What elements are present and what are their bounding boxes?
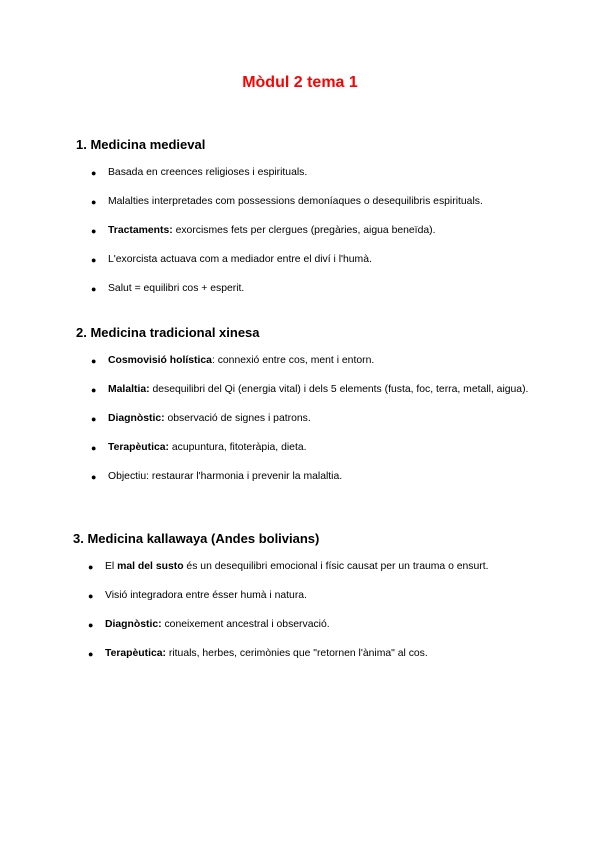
bullet-icon: ●: [91, 414, 97, 424]
list-item: [76, 282, 546, 296]
bullet-icon: ●: [88, 620, 94, 630]
bullet-icon: ●: [91, 356, 97, 366]
list-item: [76, 253, 546, 267]
bullet-icon: ●: [91, 168, 97, 178]
item-text: coneixement ancestral i observació.: [161, 619, 330, 630]
item-bold-label: Terapèutica:: [108, 442, 170, 453]
item-text: L'exorcista actuava com a mediador entre el diví i l'humà.: [108, 254, 372, 265]
bullet-icon: ●: [88, 649, 94, 659]
list-item: [76, 383, 546, 397]
section-medicina-medieval: [76, 137, 546, 311]
list-item: [73, 560, 543, 574]
list-item: [76, 470, 546, 484]
bullet-list: [76, 354, 546, 484]
bullet-icon: ●: [88, 562, 94, 572]
bullet-icon: ●: [88, 591, 94, 601]
item-bold-label: mal del susto: [117, 561, 184, 572]
item-bold-label: Terapèutica:: [105, 648, 167, 659]
section-heading: 3. Medicina kallawaya (Andes bolivians): [73, 531, 320, 546]
item-text-prefix: El: [105, 561, 118, 572]
item-text: acupuntura, fitoteràpia, dieta.: [169, 442, 307, 453]
list-item: [73, 589, 543, 603]
item-text: Malalties interpretades com possessions demoníaques o desequilibris espirituals.: [108, 196, 483, 207]
bullet-list: [73, 560, 543, 661]
item-bold-label: Tractaments:: [108, 225, 173, 236]
item-text: Basada en creences religioses i espirituals.: [108, 167, 308, 178]
list-item: [76, 354, 546, 368]
item-text: exorcismes fets per clergues (pregàries, aigua beneïda).: [172, 225, 436, 236]
list-item: [73, 618, 543, 632]
section-heading: 1. Medicina medieval: [76, 137, 206, 152]
item-bold-label: Diagnòstic:: [105, 619, 162, 630]
item-bold-label: Malaltia:: [108, 384, 150, 395]
item-text: rituals, herbes, cerimònies que "retornen l'ànima" al cos.: [166, 648, 428, 659]
list-item: [76, 224, 546, 238]
item-text: : connexió entre cos, ment i entorn.: [211, 355, 375, 366]
list-item: [76, 412, 546, 426]
section-medicina-xinesa: [76, 325, 546, 499]
item-bold-label: Diagnòstic:: [108, 413, 165, 424]
item-text: Visió integradora entre ésser humà i natura.: [105, 590, 307, 601]
bullet-icon: ●: [91, 385, 97, 395]
item-text: observació de signes i patrons.: [164, 413, 311, 424]
bullet-icon: ●: [91, 472, 97, 482]
bullet-icon: ●: [91, 255, 97, 265]
bullet-icon: ●: [91, 284, 97, 294]
list-item: [76, 441, 546, 455]
list-item: [73, 647, 543, 661]
bullet-icon: ●: [91, 226, 97, 236]
item-text: és un desequilibri emocional i físic causat per un trauma o ensurt.: [183, 561, 489, 572]
section-heading: 2. Medicina tradicional xinesa: [76, 325, 260, 340]
list-item: [76, 195, 546, 209]
item-text: Objectiu: restaurar l'harmonia i prevenir la malaltia.: [108, 471, 343, 482]
section-medicina-kallawaya: [73, 531, 543, 676]
list-item: [76, 166, 546, 180]
item-text: Salut = equilibri cos + esperit.: [108, 283, 245, 294]
item-text: desequilibri del Qi (energia vital) i dels 5 elements (fusta, foc, terra, metall, aigua).: [149, 384, 529, 395]
bullet-icon: ●: [91, 197, 97, 207]
bullet-icon: ●: [91, 443, 97, 453]
item-bold-label: Cosmovisió holística: [108, 355, 212, 366]
page-title: Mòdul 2 tema 1: [242, 74, 358, 91]
bullet-list: [76, 166, 546, 296]
